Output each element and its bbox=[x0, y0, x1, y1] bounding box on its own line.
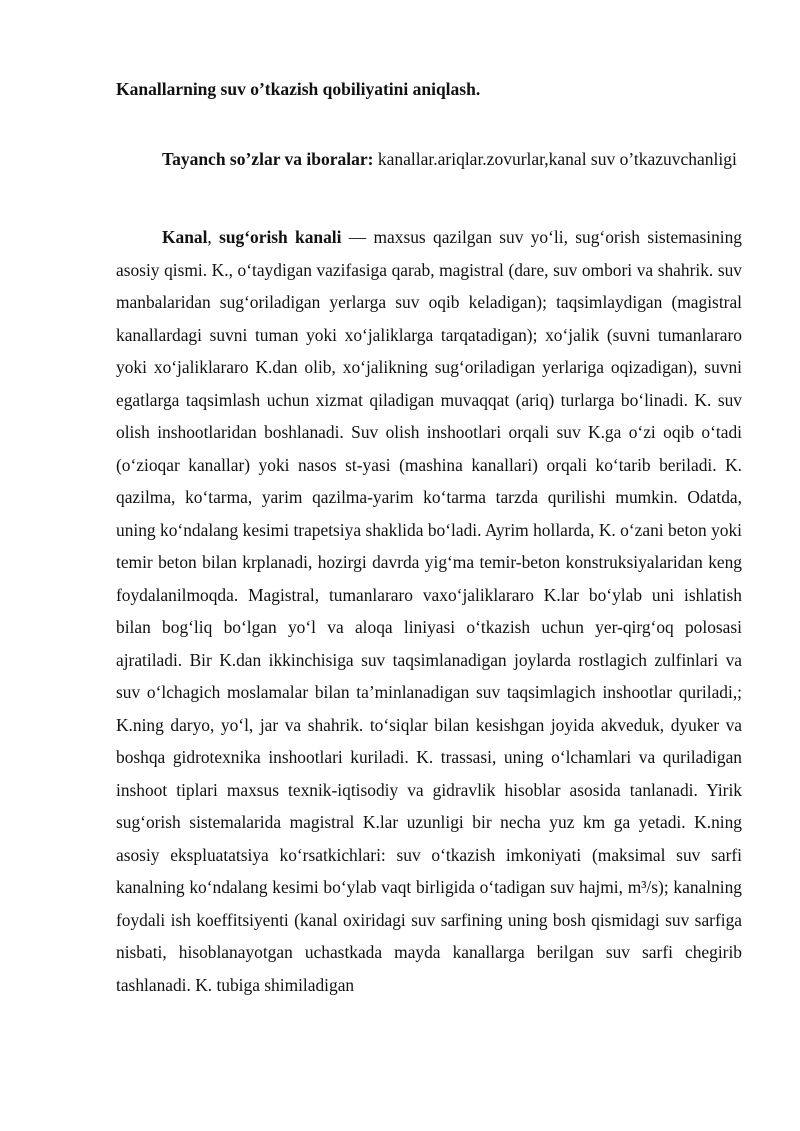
keywords-text: kanallar.ariqlar.zovurlar,kanal suv o’tkazuvchanligi bbox=[373, 149, 737, 169]
body-text: — maxsus qazilgan suv yo‘li, sug‘orish sistemasining asosiy qismi. K., o‘taydigan vazifasiga qarab, magistral (dare, suv ombori va shahrik. suv manbalaridan sug‘oriladigan yerlarga suv oqib keladigan); taqsimlaydigan (magistral kanallardagi suvni tuman yoki xo‘jaliklarga tarqatadigan); xo‘jalik (suvni tumanlararo yoki xo‘jaliklararo K.dan olib, xo‘jalikning sug‘oriladigan yerlariga oqizadigan), suvni egatlarga taqsimlash uchun xizmat qiladigan muvaqqat (ariq) turlarga bo‘linadi. K. suv olish inshootlaridan boshlanadi. Suv olish inshootlari orqali suv K.ga o‘zi oqib o‘tadi (o‘zioqar kanallar) yoki nasos st-yasi (mashina kanallari) orqali ko‘tarib beriladi. K. qazilma, ko‘tarma, yarim qazilma-yarim ko‘tarma tarzda qurilishi mumkin. Odatda, uning ko‘ndalang kesimi trapetsiya shaklida bo‘ladi. Ayrim hollarda, K. o‘zani beton yoki temir beton bilan krplanadi, hozirgi davrda yig‘ma temir-beton konstruksiyalaridan keng foydalanilmoqda. Magistral, tumanlararo vaxo‘jaliklararo K.lar bo‘ylab uni ishlatish bilan bog‘liq bo‘lgan yo‘l va aloqa liniyasi o‘tkazish uchun yer-qirg‘oq polosasi ajratiladi. Bir K.dan ikkinchisiga suv taqsimlanadigan joylarda rostlagich zulfinlari va suv o‘lchagich moslamalar bilan ta’minlanadigan suv taqsimlagich inshootlar quriladi,; K.ning daryo, yo‘l, jar va shahrik. to‘siqlar bilan kesishgan joyida akveduk, dyuker va boshqa gidrotexnika inshootlari kuriladi. K. trassasi, uning o‘lchamlari va quriladigan inshoot tiplari maxsus texnik-iqtisodiy va gidravlik hisoblar asosida tanlanadi. Yirik sug‘orish sistemalarida magistral K.lar uzunligi bir necha yuz km ga yetadi. K.ning asosiy ekspluatatsiya ko‘rsatkichlari: suv o‘tkazish imkoniyati (maksimal suv sarfi kanalning ko‘ndalang kesimi bo‘ylab vaqt birligida o‘tadigan suv hajmi, m³/s); kanalning foydali ish koeffitsiyenti (kanal oxiridagi suv sarfining uning bosh qismidagi suv sarfiga nisbati, hisoblanayotgan uchastkada mayda kanallarga berilgan suv sarfi chegirib tashlanadi. K. tubiga shimiladigan bbox=[116, 227, 742, 995]
term-kanal: Kanal bbox=[162, 227, 208, 247]
keywords-paragraph bbox=[116, 143, 756, 176]
body-paragraph bbox=[116, 221, 742, 1001]
document-title: Kanallarning suv o’tkazish qobiliyatini aniqlash. bbox=[116, 79, 481, 99]
term-separator: , bbox=[207, 227, 220, 247]
keywords-label: Tayanch so’zlar va iboralar: bbox=[162, 149, 374, 169]
term-sugorish-kanali: sug‘orish kanali bbox=[219, 227, 342, 247]
